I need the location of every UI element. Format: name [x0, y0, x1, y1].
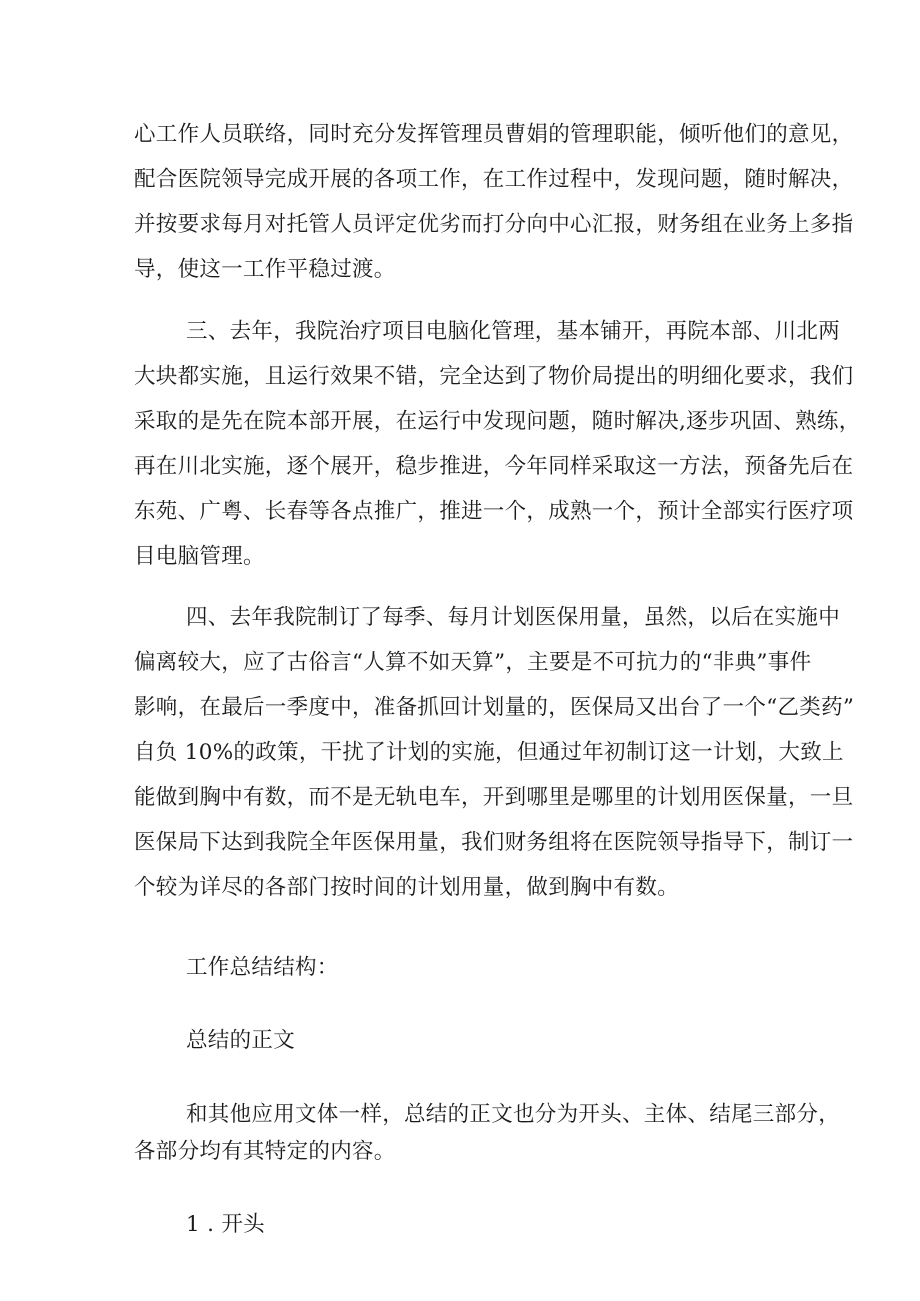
heading-structure: 工作总结结构：: [186, 955, 339, 980]
text-line: 四、去年我院制订了每季、每月计划医保用量，虽然，以后在实施中: [186, 605, 841, 630]
text-line: 医保局下达到我院全年医保用量，我们财务组将在医院领导指导下，制订一: [134, 830, 854, 855]
text-line: 能做到胸中有数，而不是无轨电车，开到哪里是哪里的计划用医保量，一旦: [134, 785, 854, 810]
text-line: 影响，在最后一季度中，准备抓回计划量的，医保局又出台了一个“乙类药”: [134, 695, 855, 720]
heading-opening: 1 . 开头: [186, 1212, 265, 1237]
paragraph-body-intro: [134, 1096, 841, 1170]
text-line: 三、去年，我院治疗项目电脑化管理，基本铺开，再院本部、川北两: [186, 319, 841, 344]
text-line: 自负 10%的政策，干扰了计划的实施，但通过年初制订这一计划，大致上: [134, 740, 844, 765]
text-line: 配合医院领导完成开展的各项工作，在工作过程中，发现问题，随时解决，: [134, 167, 854, 192]
paragraph-section-four: [134, 599, 855, 906]
text-line: 大块都实施，且运行效果不错，完全达到了物价局提出的明细化要求，我们: [134, 364, 854, 389]
paragraph-continuation: [134, 116, 854, 288]
paragraph-section-three: [134, 313, 861, 575]
text-line: 导，使这一工作平稳过渡。: [134, 257, 396, 282]
text-line: 偏离较大，应了古俗言“人算不如天算”，主要是不可抗力的“非典”事件: [134, 650, 812, 675]
text-line: 并按要求每月对托管人员评定优劣而打分向中心汇报，财务组在业务上多指: [134, 212, 854, 237]
text-line: 心工作人员联络，同时充分发挥管理员曹娟的管理职能，倾听他们的意见，: [134, 122, 854, 147]
text-line: 各部分均有其特定的内容。: [134, 1139, 396, 1164]
text-line: 再在川北实施，逐个展开，稳步推进，今年同样采取这一方法，预备先后在: [134, 454, 854, 479]
text-line: 采取的是先在院本部开展，在运行中发现问题，随时解决,逐步巩固、熟练，: [134, 409, 861, 434]
text-line: 目电脑管理。: [134, 544, 265, 569]
text-line: 个较为详尽的各部门按时间的计划用量，做到胸中有数。: [134, 875, 680, 900]
text-line: 东苑、广粤、长春等各点推广，推进一个，成熟一个，预计全部实行医疗项: [134, 499, 854, 524]
text-line: 和其他应用文体一样，总结的正文也分为开头、主体、结尾三部分，: [186, 1102, 841, 1127]
heading-body: 总结的正文: [186, 1028, 296, 1053]
